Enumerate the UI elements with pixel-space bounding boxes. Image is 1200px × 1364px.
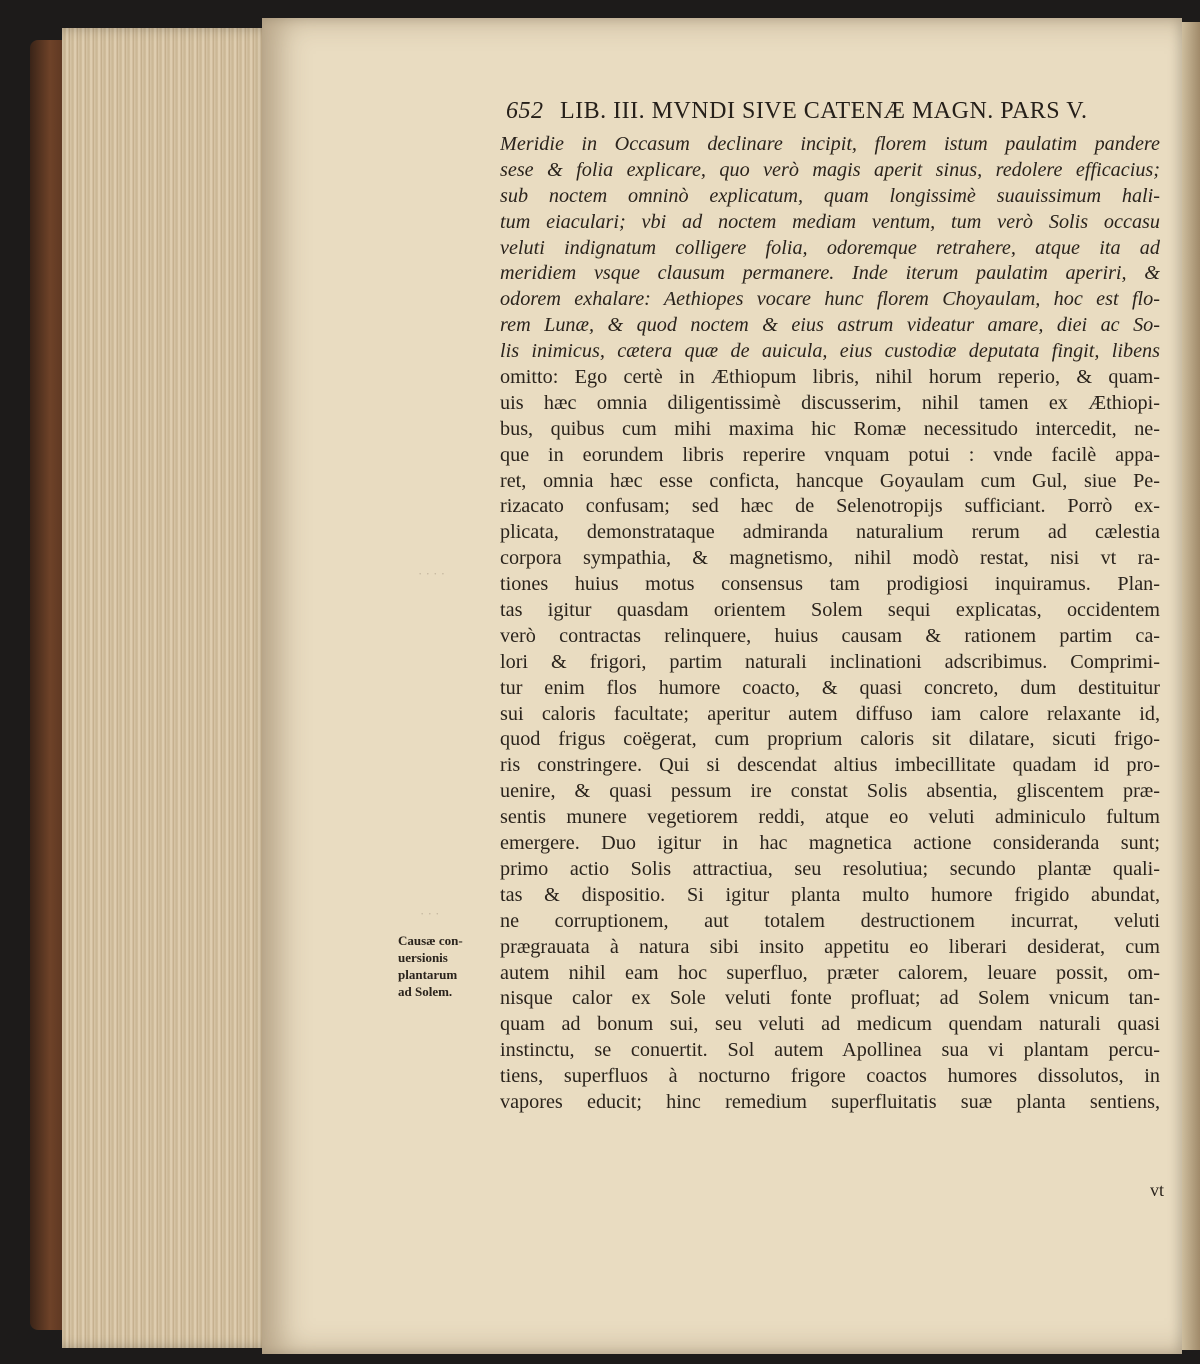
text-line: tum eiaculari; vbi ad noctem mediam ventum, tum verò Solis occasu bbox=[500, 210, 1160, 233]
page-edges bbox=[62, 28, 272, 1348]
text-line: omitto: Ego certè in Æthiopum libris, nihil horum reperio, & quam- bbox=[500, 366, 1160, 389]
text-line: tiones huius motus consensus tam prodigiosi inquiramus. Plan- bbox=[500, 573, 1160, 596]
text-line: meridiem vsque clausum permanere. Inde iterum paulatim aperiri, & bbox=[500, 262, 1160, 285]
text-line: bus, quibus cum mihi maxima hic Romæ necessitudo intercedit, ne- bbox=[500, 417, 1160, 440]
bleed-through-mark: · · · bbox=[420, 906, 440, 921]
text-line: que in eorundem libris reperire vnquam potui : vnde facilè appa- bbox=[500, 443, 1160, 466]
page-number: 652 bbox=[506, 98, 544, 124]
text-line: autem nihil eam hoc superfluo, præter calorem, leuare possit, om- bbox=[500, 961, 1160, 984]
text-line: sui caloris facultate; aperitur autem diffuso iam calore relaxante id, bbox=[500, 702, 1160, 725]
text-line: tas & dispositio. Si igitur planta multo humore frigido abundat, bbox=[500, 883, 1160, 906]
text-line: prægrauata à natura sibi insito appetitu eo liberari desiderat, cum bbox=[500, 935, 1160, 958]
text-line: rem Lunæ, & quod noctem & eius astrum videatur amare, diei ac So- bbox=[500, 314, 1160, 337]
marginal-note-line: uersionis bbox=[398, 950, 448, 965]
text-line: plicata, demonstrataque admiranda naturalium rerum ad cælestia bbox=[500, 521, 1160, 544]
text-line: ne corruptionem, aut totalem destructionem incurrat, veluti bbox=[500, 909, 1160, 932]
catchword: vt bbox=[1150, 1180, 1165, 1200]
text-line: vapores educit; hinc remedium superfluitatis suæ planta sentiens, bbox=[500, 1090, 1160, 1113]
text-line: lis inimicus, cætera quæ de auicula, eius custodiæ deputata fingit, libens bbox=[500, 340, 1160, 363]
text-line: corpora sympathia, & magnetismo, nihil modò restat, nisi vt ra- bbox=[500, 547, 1160, 570]
text-line: rizacato confusam; sed hæc de Selenotropijs sufficiant. Porrò ex- bbox=[500, 495, 1160, 518]
text-line: primo actio Solis attractiua, seu resolutiua; secundo plantæ quali- bbox=[500, 857, 1160, 880]
marginal-note-line: Causæ con- bbox=[398, 933, 463, 948]
text-line: nisque calor ex Sole veluti fonte profluat; ad Solem vnicum tan- bbox=[500, 987, 1160, 1010]
facing-page-edge bbox=[1182, 22, 1200, 1350]
text-line: odorem exhalare: Aethiopes vocare hunc florem Choyaulam, hoc est flo- bbox=[500, 288, 1160, 311]
text-line: sentis munere vegetiorem reddi, atque eo veluti adminiculo fultum bbox=[500, 806, 1160, 829]
running-title: LIB. III. MVNDI SIVE CATENÆ MAGN. PARS V. bbox=[560, 98, 1088, 124]
text-line: verò contractas relinquere, huius causam & rationem partim ca- bbox=[500, 624, 1160, 647]
marginal-note-line: plantarum bbox=[398, 967, 458, 982]
text-line: sese & folia explicare, quo verò magis aperit sinus, redolere efficacius; bbox=[500, 158, 1160, 181]
marginal-note bbox=[398, 932, 490, 1000]
text-line: ret, omnia hæc esse conficta, hancque Goyaulam cum Gul, siue Pe- bbox=[500, 469, 1160, 492]
text-line: veluti indignatum colligere folia, odoremque retrahere, atque ita ad bbox=[500, 236, 1160, 259]
text-line: tas igitur quasdam orientem Solem sequi explicatas, occidentem bbox=[500, 599, 1160, 622]
text-line: tur enim flos humore coacto, & quasi concreto, dum destituitur bbox=[500, 676, 1160, 699]
text-line: Meridie in Occasum declinare incipit, florem istum paulatim pandere bbox=[500, 133, 1160, 155]
text-line: ris constringere. Qui si descendat altius imbecillitate quadam id pro- bbox=[500, 754, 1160, 777]
text-line: emergere. Duo igitur in hac magnetica actione consideranda sunt; bbox=[500, 832, 1160, 855]
text-line: quod frigus coëgerat, cum proprium caloris sit dilatare, sicuti frigo- bbox=[500, 728, 1160, 751]
text-line: tiens, superfluos à nocturno frigore coactos humores dissolutos, in bbox=[500, 1065, 1160, 1088]
bleed-through-mark: · · · · bbox=[418, 566, 446, 581]
main-text-block bbox=[500, 132, 1160, 1116]
marginal-note-line: ad Solem. bbox=[398, 984, 453, 999]
text-line: lori & frigori, partim naturali inclinationi adscribimus. Comprimi- bbox=[500, 650, 1160, 673]
text-line: instinctu, se conuertit. Sol autem Apollinea sua vi plantam percu- bbox=[500, 1039, 1160, 1062]
text-line: uenire, & quasi pessum ire constat Solis absentia, gliscentem præ- bbox=[500, 780, 1160, 803]
text-line: sub noctem omninò explicatum, quam longissimè suauissimum hali- bbox=[500, 184, 1160, 207]
running-header bbox=[506, 98, 1166, 125]
text-line: quam ad bonum sui, seu veluti ad medicum quendam naturali quasi bbox=[500, 1013, 1160, 1036]
text-line: uis hæc omnia diligentissimè discusserim, nihil tamen ex Æthiopi- bbox=[500, 391, 1160, 414]
